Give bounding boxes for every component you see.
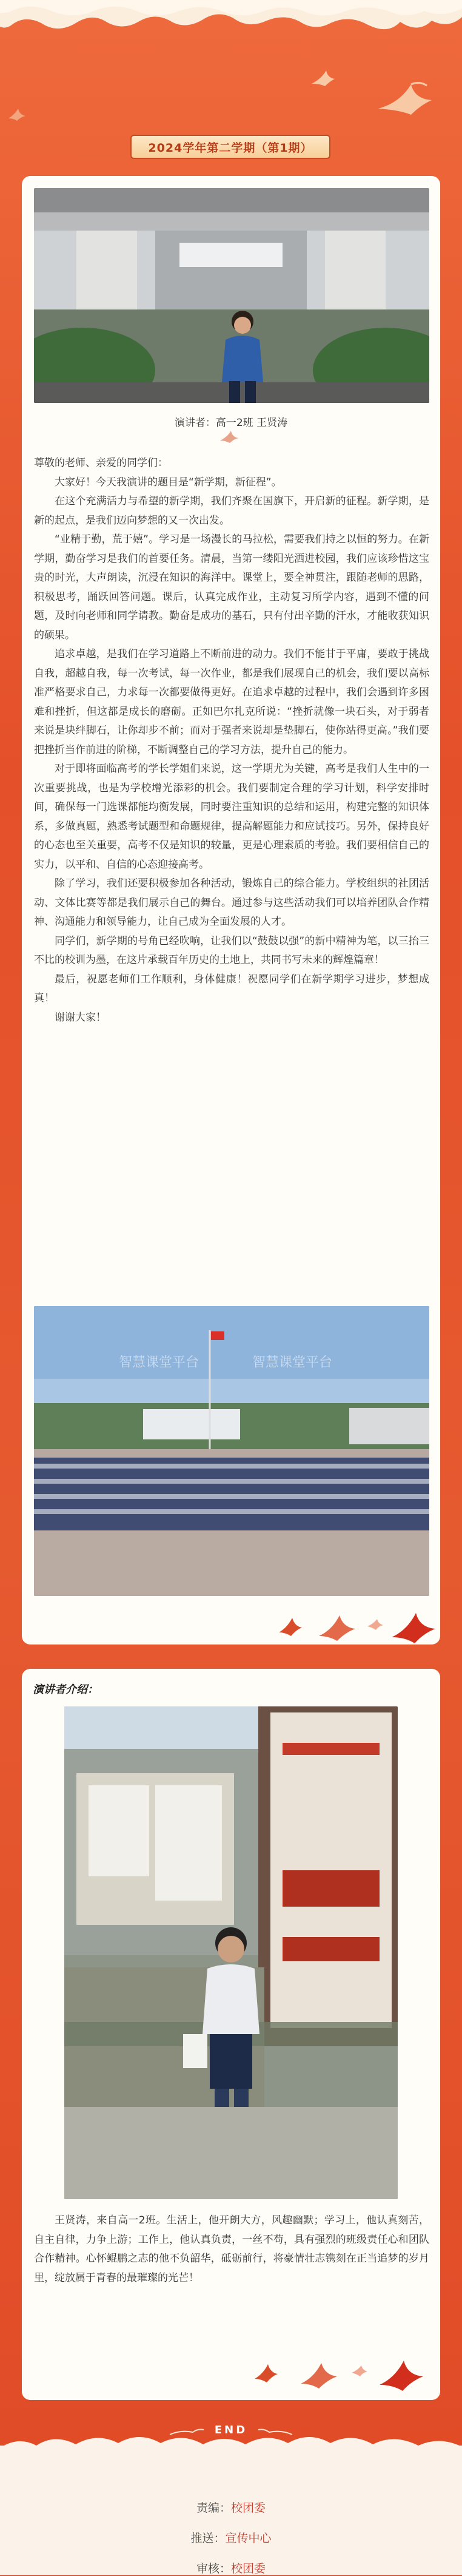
credit-line [0, 2560, 462, 2576]
end-label: END [214, 2424, 248, 2436]
speech-paragraph: 除了学习，我们还要积极参加各种活动，锻炼自己的综合能力。学校组织的社团活动、文体比赛等都是我们展示自己的舞台。通过参与这些活动我们可以培养团队合作精神、沟通能力和领导能力，让自己成为全面发展的人才。 [34, 877, 429, 928]
speech-paragraph: 在这个充满活力与希望的新学期，我们齐聚在国旗下，开启新的征程。新学期，是新的起点，是我们迈向梦想的又一次出发。 [34, 495, 429, 527]
speech-paragraph: 对于即将面临高考的学长学姐们来说，这一学期尤为关键，高考是我们人生中的一次重要挑战，也是为学校增光添彩的机会。我们要制定合理的学习计划，科学安排时间，确保每一门选课都能均衡发展，同时要注重知识的总结和运用，构建完整的知识体系，多做真题，熟悉考试题型和命题规律，提高解题能力和应试技巧。另外，保持良好的心态也至关重要，高考不仅是知识的较量，更是心理素质的考验。我们要相信自己的实力，以平和、自信的心态迎接高考。 [34, 763, 429, 871]
crane-decoration [252, 2355, 434, 2393]
intro-text: 王贤涛，来自高一2班。生活上，他开朗大方，风趣幽默；学习上，他认真刻苦，自主自律，力争上游；工作上，他认真负责，一丝不苟，具有强烈的班级责任心和团队合作精神。心怀鲲鹏之志的他不负韶华，砥砺前行，将豪情壮志镌刻在正当追梦的岁月里，绽放属于青春的最璀璨的光芒！ [34, 2214, 429, 2284]
speaker-caption: 演讲者：高一2班 王贤涛 [174, 417, 288, 429]
speech-body [34, 454, 429, 1027]
credit-value: 宣传中心 [225, 2532, 272, 2545]
credit-key: 审核： [196, 2562, 231, 2575]
crane-icon [310, 66, 341, 90]
credit-value: 校团委 [231, 2501, 266, 2515]
speech-card [22, 176, 440, 1645]
intro-label: 演讲者介绍： [33, 1683, 98, 1696]
speech-paragraph: “业精于勤，荒于嬉”。学习是一场漫长的马拉松，需要我们持之以恒的努力。在新学期，勤奋学习是我们的首要任务。清晨，当第一缕阳光洒进校园，我们应该珍惜这宝贵的时光，大声朗读，沉浸在知识的海洋中。课堂上，要全神贯注，跟随老师的思路，积极思考，踊跃回答问题。课后，认真完成作业，主动复习所学内容，遇到不懂的问题，及时向老师和同学请教。勤奋是成功的基石，只有付出辛勤的汗水，才能收获知识的硕果。 [34, 533, 429, 641]
speech-paragraph: 最后，祝愿老师们工作顺利，身体健康！祝愿同学们在新学期学习进步，梦想成真！ [34, 973, 429, 1004]
credit-line [0, 2529, 462, 2546]
assembly-photo [34, 1306, 429, 1596]
crane-icon [376, 76, 449, 118]
crane-icon [7, 106, 29, 122]
issue-title: 2024学年第二学期（第1期） [148, 141, 313, 155]
credit-line [0, 2499, 462, 2515]
crane-decoration [276, 1608, 440, 1645]
watermark-text: 智慧课堂平台 [119, 1355, 199, 1370]
speech-paragraph: 谢谢大家！ [55, 1011, 106, 1024]
credit-value: 校团委 [231, 2562, 266, 2575]
speaker-photo [34, 188, 429, 403]
credit-key: 责编： [196, 2501, 231, 2515]
issue-title-banner [130, 135, 330, 159]
speech-paragraph: 同学们，新学期的号角已经吹响，让我们以“鼓鼓以强”的新中精神为笔，以三抬三不比的校训为墨，在这片承载百年历史的土地上，共同书写未来的辉煌篇章！ [34, 935, 429, 966]
crane-icon [219, 430, 243, 444]
speaker-portrait-photo [64, 1706, 398, 2199]
speech-paragraph: 追求卓越，是我们在学习道路上不断前进的动力。我们不能甘于平庸，要敢于挑战自我，超越自我，每一次考试，每一次作业，都是我们展现自己的机会，我们要以高标准严格要求自己，力求每一次都要做得更好。在追求卓越的过程中，我们会遇到许多困难和挫折，但这都是成长的磨砺。正如巴尔扎克所说：“挫折就像一块石头，对于弱者来说是块绊脚石，让你却步不前；而对于强者来说却是垫脚石，使你站得更高。”我们要把挫折当作前进的阶梯，不断调整自己的学习方法，提升自己的能力。 [34, 648, 429, 756]
speech-greeting: 尊敬的老师、亲爱的同学们： [34, 457, 168, 469]
speech-paragraph: 大家好！今天我演讲的题目是“新学期，新征程”。 [55, 476, 282, 488]
speaker-intro-card [22, 1669, 440, 2400]
watermark-text: 智慧课堂平台 [252, 1355, 333, 1370]
credit-key: 推送： [190, 2532, 226, 2545]
top-cloud-decoration [0, 0, 462, 42]
intro-body [34, 2211, 429, 2288]
